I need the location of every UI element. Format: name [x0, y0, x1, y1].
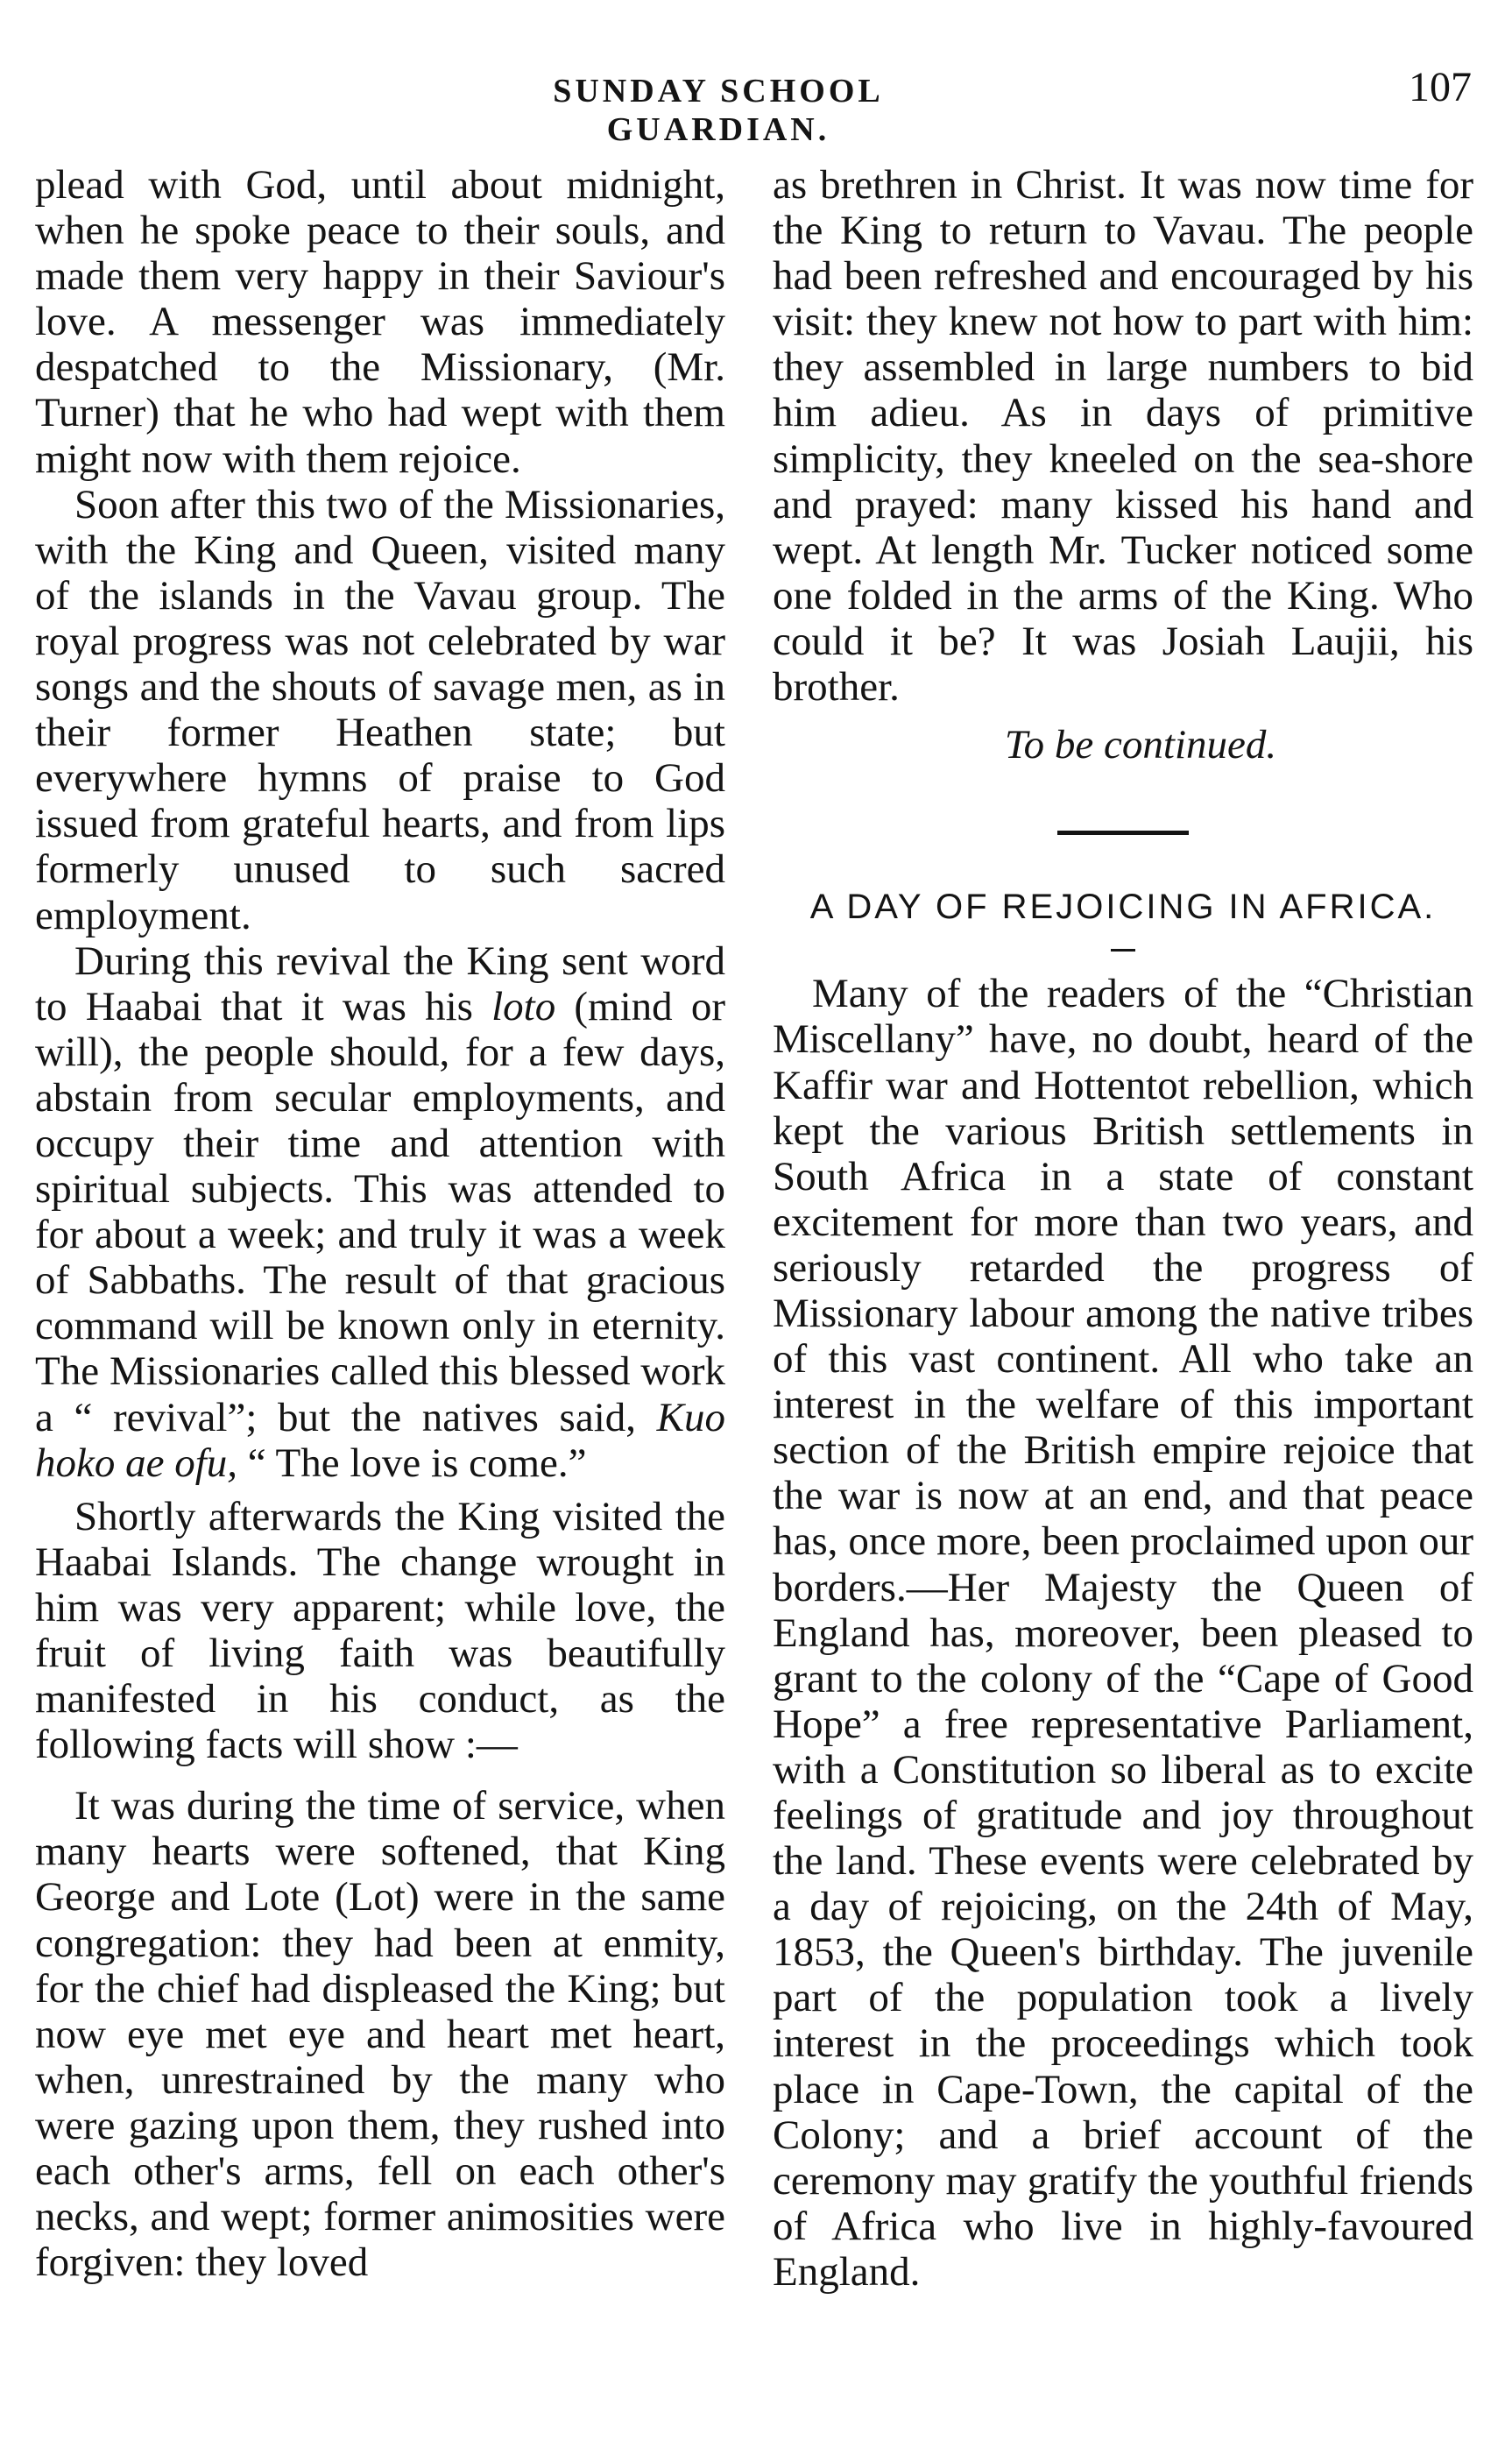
- revival-text-b: (mind or will), the people should, for a few days, abstain from secular employments, and occupy their time and attention with spiritual subjects. This was attended to for about a week; and truly it was a week of Sabbaths. The result of that gracious command will be known only in eternity. The Missionaries called this blessed work a “ revival”; but the natives said,: [35, 983, 725, 1440]
- paragraph-reconciliation: It was during the time of service, when many hearts were softened, that King George and Lote (Lot) were in the same congregation: they had been at enmity, for the chief had displeased the King; but now eye met eye and heart met heart, when, unrestrained by the many who were gazing upon them, they rushed into each other's arms, fell on each other's necks, and wept; former animosities were forgiven: they loved: [35, 1783, 725, 2286]
- revival-text-c: “ The love is come.”: [237, 1440, 587, 1486]
- revival-text-a: During this revival the King sent word to Haabai that it was his: [35, 937, 725, 1029]
- kuo-hoko-phrase: Kuo hoko ae ofu,: [35, 1394, 725, 1486]
- article-title: A DAY OF REJOICING IN AFRICA.: [809, 888, 1437, 927]
- title-dash: [1111, 949, 1135, 952]
- to-be-continued: To be continued.: [1004, 722, 1277, 768]
- paragraph-africa: Many of the readers of the “Christian Miscellany” have, no doubt, heard of the Kaffir war and Hottentot rebellion, which kept the various British settlements in South Africa in a state of constant excitement for more than two years, and seriously retarded the progress of Missionary labour among the native tribes of this vast continent. All who take an interest in the welfare of this important section of the British empire rejoice that the war is now at an end, and that peace has, once more, been proclaimed upon our borders.—Her Majesty the Queen of England has, moreover, been pleased to grant to the colony of the “Cape of Good Hope” a free representative Parliament, with a Constitution so liberal as to excite feelings of gratitude and joy throughout the land. These events were celebrated by a day of rejoicing, on the 24th of May, 1853, the Queen's birthday. The juvenile part of the population took a lively interest in the proceedings which took place in Cape-Town, the capital of the Colony; and a brief account of the ceremony may gratify the youthful friends of Africa who live in highly-favoured England.: [773, 971, 1473, 2295]
- paragraph-plead: plead with God, until about midnight, when he spoke peace to their souls, and made them very happy in their Saviour's love. A messenger was immediately despatched to the Missionary, (Mr. Turner) that he who had wept with them might now with them rejoice.: [35, 162, 725, 482]
- paragraph-revival: [35, 938, 725, 1486]
- paragraph-brethren: as brethren in Christ. It was now time for the King to return to Vavau. The people had been refreshed and encouraged by his visit: they knew not how to part with him: they assembled in large numbers to bid him adieu. As in days of primitive simplicity, they kneeled on the sea-shore and prayed: many kissed his hand and wept. At length Mr. Tucker noticed some one folded in the arms of the King. Who could it be? It was Josiah Laujii, his brother.: [773, 162, 1473, 711]
- page-number: 107: [1409, 64, 1472, 110]
- paragraph-royal-progress: Soon after this two of the Missionaries, with the King and Queen, visited many of the islands in the Vavau group. The royal progress was not celebrated by war songs and the shouts of savage men, as in their former Heathen state; but everywhere hymns of praise to God issued from grateful hearts, and from lips formerly unused to such sacred employment.: [35, 481, 725, 938]
- paragraph-haabai-visit: Shortly afterwards the King visited the Haabai Islands. The change wrought in him was very apparent; while love, the fruit of living faith was beautifully manifested in his conduct, as the following facts will show :—: [35, 1493, 725, 1768]
- loto-word: loto: [491, 983, 556, 1029]
- right-column: [773, 162, 1473, 2295]
- section-divider: [1057, 831, 1189, 835]
- left-column: [35, 162, 725, 2285]
- running-title: SUNDAY SCHOOL GUARDIAN.: [553, 73, 884, 148]
